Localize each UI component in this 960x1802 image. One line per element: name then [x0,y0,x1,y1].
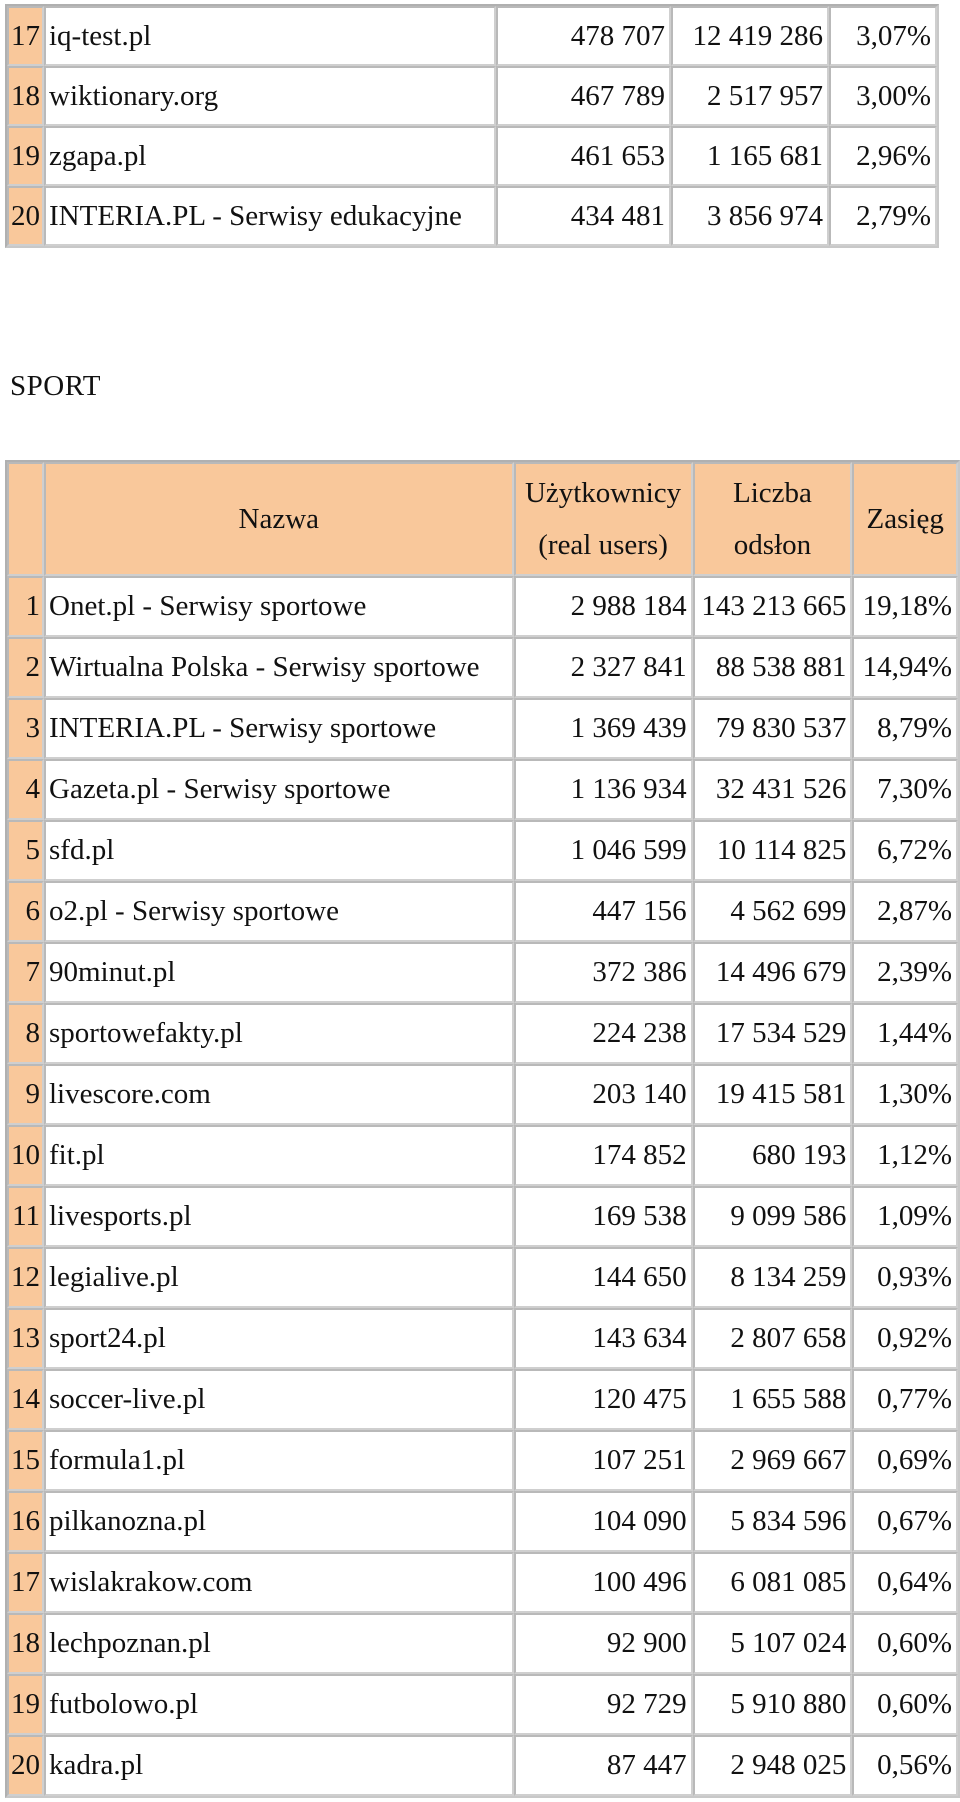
name-cell: lechpoznan.pl [44,1613,514,1674]
rank-cell: 18 [7,1613,44,1674]
reach-cell: 0,69% [852,1430,958,1491]
users-cell: 434 481 [496,186,671,246]
rank-cell: 16 [7,1491,44,1552]
rank-cell: 17 [7,6,44,66]
users-cell: 174 852 [514,1125,693,1186]
users-cell: 203 140 [514,1064,693,1125]
name-cell: Wirtualna Polska - Serwisy sportowe [44,637,514,698]
section-title: SPORT [10,370,102,402]
rank-cell: 17 [7,1552,44,1613]
name-cell: livesports.pl [44,1186,514,1247]
header-name [44,462,514,576]
rank-cell: 5 [7,820,44,881]
users-cell: 461 653 [496,126,671,186]
rank-cell: 15 [7,1430,44,1491]
table-row [7,1247,958,1308]
table-row [7,881,958,942]
name-cell: legialive.pl [44,1247,514,1308]
reach-cell: 1,30% [852,1064,958,1125]
reach-cell: 1,09% [852,1186,958,1247]
rank-cell: 9 [7,1064,44,1125]
name-cell: Gazeta.pl - Serwisy sportowe [44,759,514,820]
name-cell: INTERIA.PL - Serwisy sportowe [44,698,514,759]
name-cell: o2.pl - Serwisy sportowe [44,881,514,942]
reach-cell: 6,72% [852,820,958,881]
reach-cell: 0,92% [852,1308,958,1369]
header-views [693,462,853,576]
reach-cell: 0,60% [852,1613,958,1674]
header-reach [852,462,958,576]
views-cell: 5 834 596 [693,1491,853,1552]
reach-cell: 1,44% [852,1003,958,1064]
table-row [7,576,958,637]
users-cell: 143 634 [514,1308,693,1369]
views-cell: 9 099 586 [693,1186,853,1247]
rank-cell: 10 [7,1125,44,1186]
views-cell: 143 213 665 [693,576,853,637]
rank-cell: 12 [7,1247,44,1308]
table-row [7,186,937,246]
views-cell: 2 969 667 [693,1430,853,1491]
reach-cell: 0,56% [852,1735,958,1796]
users-cell: 1 369 439 [514,698,693,759]
name-cell: wislakrakow.com [44,1552,514,1613]
views-cell: 5 107 024 [693,1613,853,1674]
reach-cell: 19,18% [852,576,958,637]
users-cell: 104 090 [514,1491,693,1552]
reach-cell: 14,94% [852,637,958,698]
users-cell: 169 538 [514,1186,693,1247]
sport-ranking-table [5,460,960,1798]
name-cell: kadra.pl [44,1735,514,1796]
header-views-line1: Liczba [733,477,812,509]
users-cell: 2 988 184 [514,576,693,637]
table-row [7,1064,958,1125]
table-row [7,1186,958,1247]
reach-cell: 1,12% [852,1125,958,1186]
views-cell: 3 856 974 [671,186,829,246]
rank-cell: 20 [7,186,44,246]
views-cell: 79 830 537 [693,698,853,759]
table-row [7,6,937,66]
rank-cell: 19 [7,1674,44,1735]
table-row [7,942,958,1003]
sport-table-header [7,462,958,576]
views-cell: 680 193 [693,1125,853,1186]
name-cell: soccer-live.pl [44,1369,514,1430]
name-cell: Onet.pl - Serwisy sportowe [44,576,514,637]
table-row [7,637,958,698]
rank-cell: 6 [7,881,44,942]
users-cell: 120 475 [514,1369,693,1430]
views-cell: 2 807 658 [693,1308,853,1369]
header-row [7,462,958,576]
users-cell: 144 650 [514,1247,693,1308]
table-row [7,820,958,881]
views-cell: 1 165 681 [671,126,829,186]
header-users-line2: (real users) [538,529,668,561]
rank-cell: 13 [7,1308,44,1369]
users-cell: 2 327 841 [514,637,693,698]
name-cell: sport24.pl [44,1308,514,1369]
reach-cell: 0,67% [852,1491,958,1552]
header-users [514,462,693,576]
reach-cell: 8,79% [852,698,958,759]
reach-cell: 2,87% [852,881,958,942]
table-row [7,1491,958,1552]
users-cell: 92 900 [514,1613,693,1674]
table-row [7,1308,958,1369]
views-cell: 5 910 880 [693,1674,853,1735]
table-row [7,126,937,186]
table-row [7,1735,958,1796]
name-cell: zgapa.pl [44,126,496,186]
name-cell: iq-test.pl [44,6,496,66]
views-cell: 32 431 526 [693,759,853,820]
reach-cell: 2,39% [852,942,958,1003]
name-cell: INTERIA.PL - Serwisy edukacyjne [44,186,496,246]
name-cell: 90minut.pl [44,942,514,1003]
rank-cell: 2 [7,637,44,698]
views-cell: 12 419 286 [671,6,829,66]
education-ranking-body [7,6,937,246]
users-cell: 447 156 [514,881,693,942]
header-rank-cell [7,462,44,576]
rank-cell: 1 [7,576,44,637]
rank-cell: 4 [7,759,44,820]
rank-cell: 19 [7,126,44,186]
table-row [7,698,958,759]
rank-cell: 7 [7,942,44,1003]
users-cell: 372 386 [514,942,693,1003]
users-cell: 1 136 934 [514,759,693,820]
users-cell: 224 238 [514,1003,693,1064]
users-cell: 92 729 [514,1674,693,1735]
sport-ranking-body [7,576,958,1796]
views-cell: 2 517 957 [671,66,829,126]
views-cell: 1 655 588 [693,1369,853,1430]
reach-cell: 0,77% [852,1369,958,1430]
name-cell: sportowefakty.pl [44,1003,514,1064]
reach-cell: 0,64% [852,1552,958,1613]
rank-cell: 20 [7,1735,44,1796]
table-row [7,1430,958,1491]
reach-cell: 3,07% [829,6,937,66]
name-cell: wiktionary.org [44,66,496,126]
users-cell: 100 496 [514,1552,693,1613]
table-row [7,1613,958,1674]
header-views-line2: odsłon [733,529,812,561]
rank-cell: 11 [7,1186,44,1247]
table-row [7,1003,958,1064]
views-cell: 17 534 529 [693,1003,853,1064]
views-cell: 88 538 881 [693,637,853,698]
reach-cell: 7,30% [852,759,958,820]
reach-cell: 0,93% [852,1247,958,1308]
name-cell: futbolowo.pl [44,1674,514,1735]
table-row [7,759,958,820]
name-cell: sfd.pl [44,820,514,881]
views-cell: 6 081 085 [693,1552,853,1613]
users-cell: 467 789 [496,66,671,126]
users-cell: 478 707 [496,6,671,66]
rank-cell: 8 [7,1003,44,1064]
reach-cell: 3,00% [829,66,937,126]
views-cell: 4 562 699 [693,881,853,942]
table-row [7,1674,958,1735]
views-cell: 14 496 679 [693,942,853,1003]
header-reach-label: Zasięg [866,503,944,535]
views-cell: 10 114 825 [693,820,853,881]
header-users-line1: Użytkownicy [524,477,682,509]
views-cell: 8 134 259 [693,1247,853,1308]
table-row [7,1125,958,1186]
header-name-label: Nazwa [238,503,320,535]
rank-cell: 18 [7,66,44,126]
rank-cell: 14 [7,1369,44,1430]
reach-cell: 2,79% [829,186,937,246]
views-cell: 2 948 025 [693,1735,853,1796]
users-cell: 107 251 [514,1430,693,1491]
reach-cell: 2,96% [829,126,937,186]
name-cell: formula1.pl [44,1430,514,1491]
reach-cell: 0,60% [852,1674,958,1735]
table-row [7,66,937,126]
table-row [7,1552,958,1613]
users-cell: 87 447 [514,1735,693,1796]
views-cell: 19 415 581 [693,1064,853,1125]
table-row [7,1369,958,1430]
name-cell: pilkanozna.pl [44,1491,514,1552]
name-cell: livescore.com [44,1064,514,1125]
name-cell: fit.pl [44,1125,514,1186]
rank-cell: 3 [7,698,44,759]
users-cell: 1 046 599 [514,820,693,881]
education-ranking-table [5,4,939,248]
